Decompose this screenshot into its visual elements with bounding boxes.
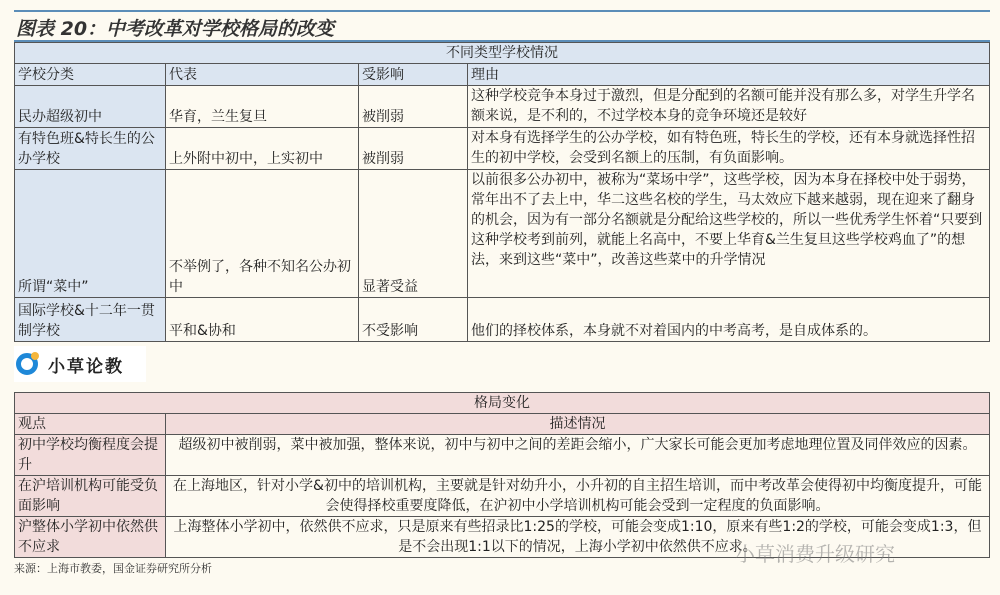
header-desc: 描述情况 — [166, 414, 990, 435]
figure-title: 图表 20：中考改革对学校格局的改变 — [16, 18, 335, 40]
school-category: 有特色班&特长生的公办学校 — [15, 128, 166, 170]
school-examples: 不举例了，各种不知名公办初中 — [166, 170, 359, 298]
table-row — [15, 86, 990, 128]
table-row — [15, 128, 990, 170]
school-category: 国际学校&十二年一贯制学校 — [15, 298, 166, 342]
school-reason: 他们的择校体系，本身就不对着国内的中考高考，是自成体系的。 — [468, 298, 990, 342]
table-row — [15, 170, 990, 298]
table-caption: 不同类型学校情况 — [15, 43, 990, 64]
header-view: 观点 — [15, 414, 166, 435]
header-category: 学校分类 — [15, 64, 166, 86]
pattern-change-table — [14, 392, 990, 558]
logo-icon — [16, 353, 38, 375]
logo-text: 小草论教 — [48, 356, 124, 377]
top-rule — [14, 10, 990, 12]
source-note: 来源：上海市教委，国金证券研究所分析 — [14, 562, 212, 575]
school-examples: 华育，兰生复旦 — [166, 86, 359, 128]
table-row — [15, 435, 990, 476]
header-reason: 理由 — [468, 64, 990, 86]
view: 沪整体小学初中依然供不应求 — [15, 517, 166, 558]
description: 超级初中被削弱，菜中被加强，整体来说，初中与初中之间的差距会缩小，广大家长可能会更加考虑地理位置及同伴效应的因素。 — [166, 435, 990, 476]
header-impact: 受影响 — [359, 64, 468, 86]
view: 在沪培训机构可能受负面影响 — [15, 476, 166, 517]
watermark: 小草消费升级研究 — [735, 542, 895, 566]
school-types-table — [14, 42, 990, 342]
school-impact: 显著受益 — [359, 170, 468, 298]
logo — [14, 346, 146, 382]
school-examples: 上外附中初中，上实初中 — [166, 128, 359, 170]
school-reason: 这种学校竞争本身过于激烈，但是分配到的名额可能并没有那么多，对学生升学名额来说，是不利的，不过学校本身的竞争环境还是较好 — [468, 86, 990, 128]
table-row — [15, 298, 990, 342]
table-caption: 格局变化 — [15, 393, 990, 414]
description: 上海整体小学初中，依然供不应求，只是原来有些招录比1:25的学校，可能会变成1:10，原来有些1:2的学校，可能会变成1:3，但是不会出现1:1以下的情况，上海小学初中依然供不应求。 — [166, 517, 990, 558]
school-impact: 被削弱 — [359, 86, 468, 128]
school-reason: 对本身有选择学生的公办学校，如有特色班，特长生的学校，还有本身就选择性招生的初中学校，会受到名额上的压制，有负面影响。 — [468, 128, 990, 170]
school-category: 所谓“菜中” — [15, 170, 166, 298]
school-reason: 以前很多公办初中，被称为“菜场中学”，这些学校，因为本身在择校中处于弱势，常年出不了去上中，华二这些名校的学生，马太效应下越来越弱，现在迎来了翻身的机会，因为有一部分名额就是分配给这些学校的，所以一些优秀学生怀着“只要到这种学校考到前列，就能上名高中，不要上华育&兰生复旦这些学校鸡血了”的想法，来到这些“菜中”，改善这些菜中的升学情况 — [468, 170, 990, 298]
school-examples: 平和&协和 — [166, 298, 359, 342]
school-category: 民办超级初中 — [15, 86, 166, 128]
school-impact: 被削弱 — [359, 128, 468, 170]
school-impact: 不受影响 — [359, 298, 468, 342]
header-examples: 代表 — [166, 64, 359, 86]
view: 初中学校均衡程度会提升 — [15, 435, 166, 476]
description: 在上海地区，针对小学&初中的培训机构，主要就是针对幼升小，小升初的自主招生培训，而中考改革会使得初中均衡度提升，可能会使得择校重要度降低，在沪初中小学培训机构可能会受到一定程度的负面影响。 — [166, 476, 990, 517]
table-row — [15, 476, 990, 517]
